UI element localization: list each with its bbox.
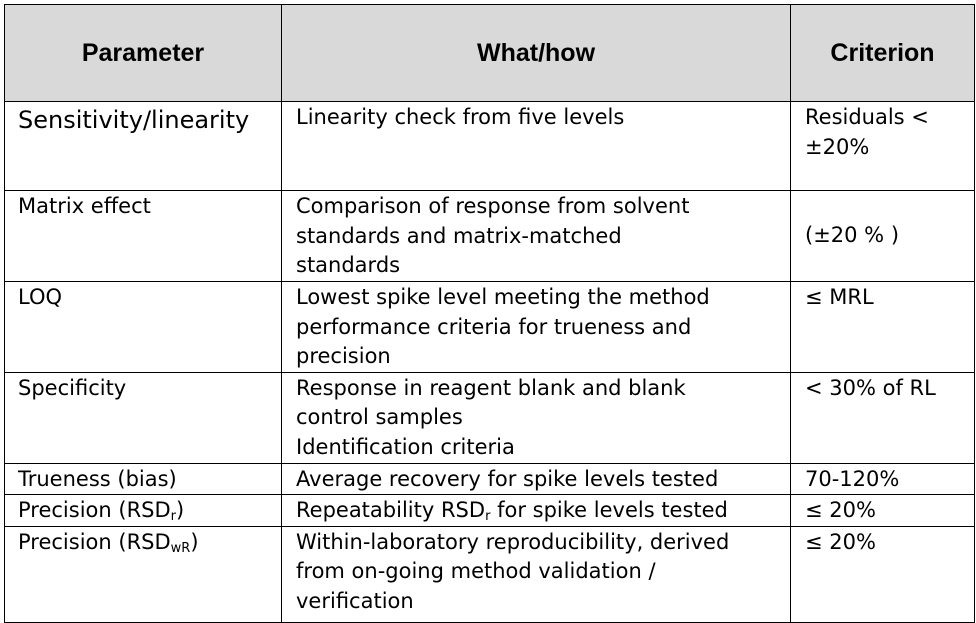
what-how-cell bbox=[282, 495, 791, 527]
criterion-cell bbox=[791, 191, 975, 282]
what-how-line: performance criteria for trueness and bbox=[296, 314, 692, 339]
parameter-subscript: r bbox=[170, 509, 177, 524]
what-how-line: Within-laboratory reproducibility, derived bbox=[296, 529, 730, 554]
what-how-cell bbox=[282, 463, 791, 495]
what-how-cell bbox=[282, 102, 791, 191]
what-how-line: control samples bbox=[296, 405, 463, 429]
what-how-line: Average recovery for spike levels tested bbox=[296, 466, 719, 491]
what-how-line: standards bbox=[296, 253, 401, 277]
what-how-line: Comparison of response from solvent bbox=[296, 194, 690, 218]
what-how-line: standards and matrix-matched bbox=[296, 223, 622, 248]
criterion-line: ≤ 20% bbox=[805, 529, 876, 554]
what-how-line: verification bbox=[296, 588, 414, 613]
criterion-line: ≤ 20% bbox=[805, 498, 876, 522]
what-how-line bbox=[296, 496, 790, 526]
criterion-cell bbox=[791, 463, 975, 495]
criterion-line: Residuals < bbox=[805, 105, 929, 129]
parameter-close: ) bbox=[176, 498, 185, 522]
parameter-cell: LOQ bbox=[5, 282, 282, 373]
parameter-subscript: wR bbox=[170, 540, 191, 556]
table-row bbox=[5, 282, 975, 373]
table-row bbox=[5, 463, 975, 495]
what-how-line: Response in reagent blank and blank bbox=[296, 375, 686, 400]
table-row bbox=[5, 191, 975, 282]
parameter-cell: Specificity bbox=[5, 372, 282, 463]
what-how-line: Lowest spike level meeting the method bbox=[296, 285, 710, 309]
what-how-line: precision bbox=[296, 344, 391, 368]
parameter-cell: Matrix effect bbox=[5, 191, 282, 282]
criterion-line: < 30% of RL bbox=[805, 375, 936, 400]
parameter-cell: Sensitivity/linearity bbox=[5, 102, 282, 191]
parameter-cell: Trueness (bias) bbox=[5, 463, 282, 495]
header-criterion: Criterion bbox=[791, 5, 975, 102]
table-row bbox=[5, 495, 975, 527]
what-how-cell bbox=[282, 282, 791, 373]
criterion-cell bbox=[791, 102, 975, 191]
criterion-cell bbox=[791, 495, 975, 527]
table-row bbox=[5, 526, 975, 622]
what-how-line: Identification criteria bbox=[296, 434, 515, 459]
criterion-line: 70-120% bbox=[805, 466, 900, 491]
what-how-cell bbox=[282, 526, 791, 622]
parameter-text: Precision (RSD bbox=[18, 529, 171, 554]
criterion-line: ≤ MRL bbox=[805, 285, 874, 309]
criterion-line: (±20 % ) bbox=[805, 223, 900, 248]
criterion-cell bbox=[791, 282, 975, 373]
header-parameter: Parameter bbox=[5, 5, 282, 102]
what-how-cell bbox=[282, 372, 791, 463]
table-row bbox=[5, 372, 975, 463]
criterion-cell bbox=[791, 372, 975, 463]
criterion-cell bbox=[791, 526, 975, 622]
what-how-subscript: r bbox=[485, 509, 491, 524]
table-header bbox=[5, 5, 975, 102]
what-how-cell bbox=[282, 191, 791, 282]
parameter-text: Precision (RSD bbox=[18, 498, 171, 522]
what-how-text-rest: for spike levels tested bbox=[490, 498, 728, 522]
table-row bbox=[5, 102, 975, 191]
header-what-how: What/how bbox=[282, 5, 791, 102]
validation-criteria-table bbox=[4, 4, 975, 623]
what-how-line: from on-going method validation / bbox=[296, 559, 656, 583]
parameter-cell bbox=[5, 495, 282, 527]
parameter-cell bbox=[5, 526, 282, 622]
parameter-close: ) bbox=[190, 529, 199, 554]
table-body bbox=[5, 102, 975, 623]
what-how-text: Repeatability RSD bbox=[296, 498, 486, 522]
criterion-line: ±20% bbox=[805, 134, 870, 159]
header-row bbox=[5, 5, 975, 102]
what-how-line: Linearity check from five levels bbox=[296, 105, 625, 129]
